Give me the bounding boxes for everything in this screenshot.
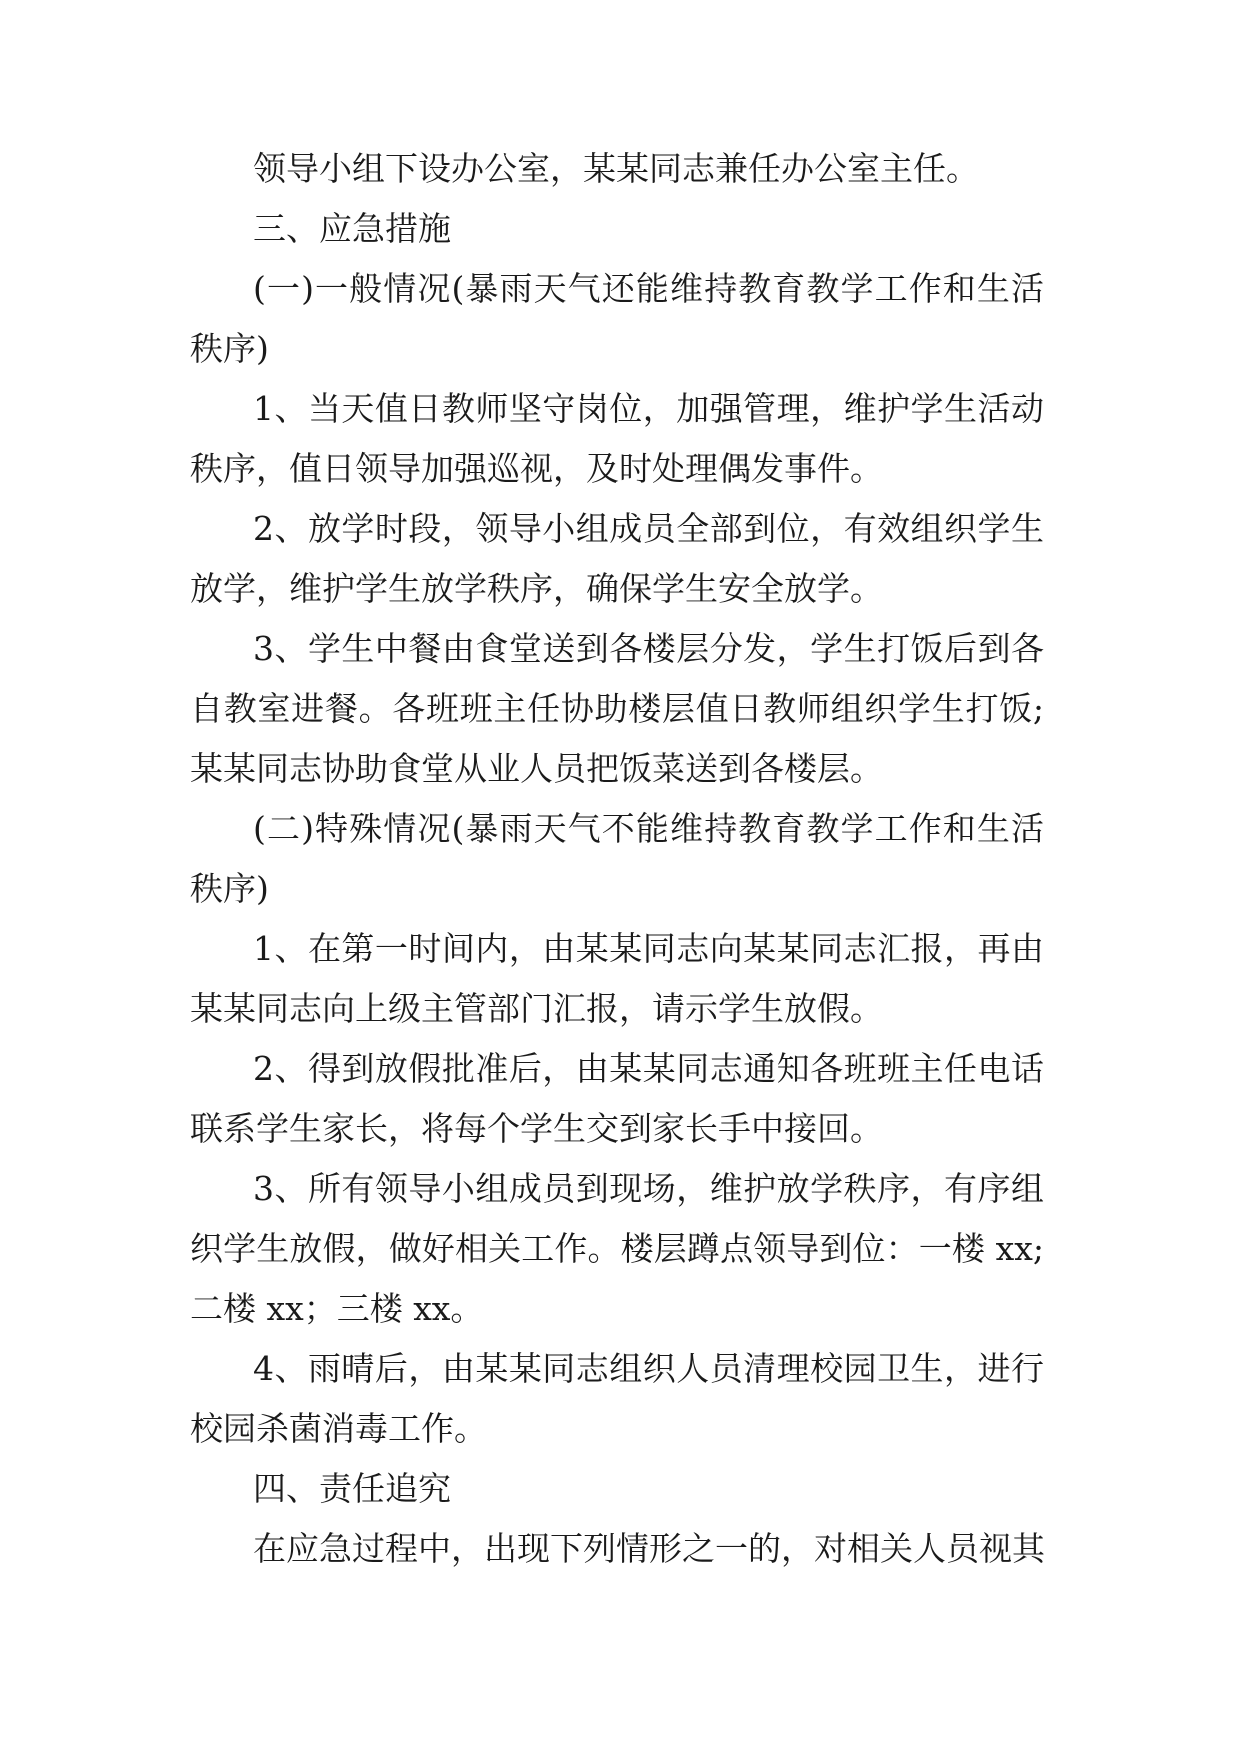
paragraph-line: 某某同志协助食堂从业人员把饭菜送到各楼层。	[190, 749, 883, 788]
paragraph-line: 秩序，值日领导加强巡视，及时处理偶发事件。	[190, 449, 883, 488]
paragraph-line: 放学，维护学生放学秩序，确保学生安全放学。	[190, 569, 883, 608]
paragraph-line: 2、放学时段，领导小组成员全部到位，有效组织学生	[253, 509, 1044, 548]
paragraph-line: 1、在第一时间内，由某某同志向某某同志汇报，再由	[253, 929, 1044, 968]
subsection-heading: (一)一般情况(暴雨天气还能维持教育教学工作和生活	[253, 269, 1044, 308]
paragraph-line: 4、雨晴后，由某某同志组织人员清理校园卫生，进行	[253, 1349, 1044, 1388]
paragraph-line: 3、所有领导小组成员到现场，维护放学秩序，有序组	[253, 1169, 1044, 1208]
paragraph-line: 在应急过程中，出现下列情形之一的，对相关人员视其	[253, 1529, 1045, 1568]
paragraph-line: 某某同志向上级主管部门汇报，请示学生放假。	[190, 989, 883, 1028]
subsection-heading-continuation: 秩序)	[190, 329, 269, 368]
subsection-heading: (二)特殊情况(暴雨天气不能维持教育教学工作和生活	[253, 809, 1044, 848]
paragraph-line: 领导小组下设办公室，某某同志兼任办公室主任。	[253, 149, 979, 188]
paragraph-line: 自教室进餐。各班班主任协助楼层值日教师组织学生打饭;	[190, 689, 1044, 728]
subsection-heading-continuation: 秩序)	[190, 869, 269, 908]
paragraph-line: 二楼 xx；三楼 xx。	[190, 1289, 484, 1328]
paragraph-line: 2、得到放假批准后，由某某同志通知各班班主任电话	[253, 1049, 1044, 1088]
section-heading: 四、责任追究	[253, 1469, 451, 1508]
paragraph-line: 校园杀菌消毒工作。	[190, 1409, 487, 1448]
paragraph-line: 织学生放假，做好相关工作。楼层蹲点领导到位：一楼 xx;	[190, 1229, 1044, 1268]
section-heading: 三、应急措施	[253, 209, 451, 248]
paragraph-line: 3、学生中餐由食堂送到各楼层分发，学生打饭后到各	[253, 629, 1044, 668]
paragraph-line: 联系学生家长，将每个学生交到家长手中接回。	[190, 1109, 883, 1148]
paragraph-line: 1、当天值日教师坚守岗位，加强管理，维护学生活动	[253, 389, 1044, 428]
